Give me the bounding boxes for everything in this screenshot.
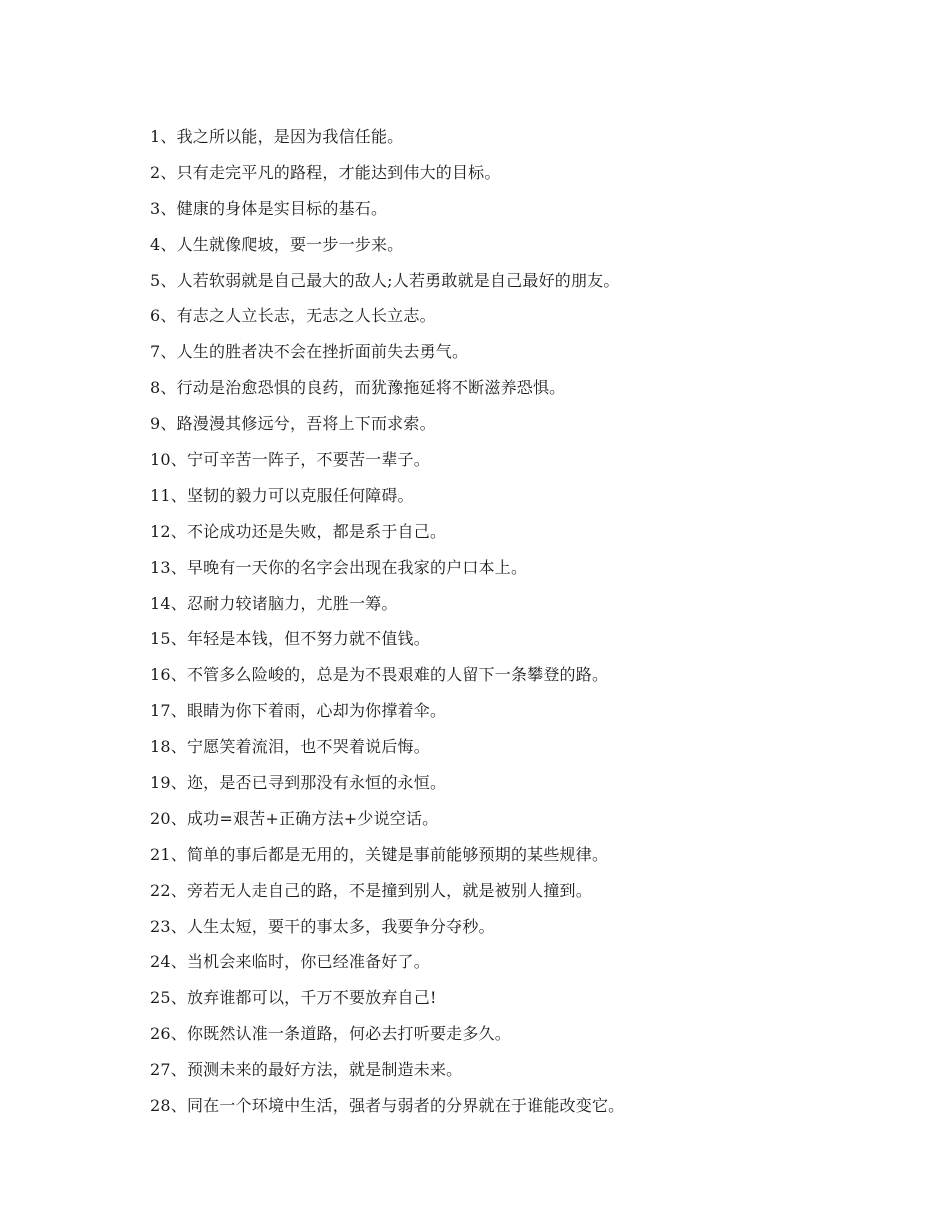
quote-item: 12、不论成功还是失败，都是系于自己。 — [150, 521, 447, 541]
quote-item: 15、年轻是本钱，但不努力就不值钱。 — [150, 629, 430, 649]
quote-item: 16、不管多么险峻的，总是为不畏艰难的人留下一条攀登的路。 — [150, 665, 609, 685]
quote-item: 13、早晚有一天你的名字会出现在我家的户口本上。 — [150, 557, 528, 577]
quote-item: 27、预测未来的最好方法，就是制造未来。 — [150, 1060, 463, 1080]
quote-item: 18、宁愿笑着流泪，也不哭着说后悔。 — [150, 737, 430, 757]
quote-item: 19、迩，是否已寻到那没有永恒的永恒。 — [150, 773, 447, 793]
quote-item: 10、宁可辛苦一阵子，不要苦一辈子。 — [150, 450, 430, 470]
quote-item: 2、只有走完平凡的路程，才能达到伟大的目标。 — [150, 162, 501, 182]
quote-item: 3、健康的身体是实目标的基石。 — [150, 198, 388, 218]
quote-item: 26、你既然认准一条道路，何必去打听要走多久。 — [150, 1024, 511, 1044]
quote-item: 9、路漫漫其修远兮，吾将上下而求索。 — [150, 414, 436, 434]
quote-item: 21、简单的事后都是无用的，关键是事前能够预期的某些规律。 — [150, 844, 609, 864]
quote-list — [150, 125, 870, 1130]
quote-item: 11、坚韧的毅力可以克服任何障碍。 — [150, 485, 414, 505]
quote-item: 8、行动是治愈恐惧的良药，而犹豫拖延将不断滋养恐惧。 — [150, 378, 566, 398]
quote-item: 20、成功=艰苦+正确方法+少说空话。 — [150, 808, 439, 828]
quote-item: 14、忍耐力较诸脑力，尤胜一筹。 — [150, 593, 398, 613]
quote-item: 5、人若软弱就是自己最大的敌人;人若勇敢就是自己最好的朋友。 — [150, 270, 620, 290]
quote-item: 4、人生就像爬坡，要一步一步来。 — [150, 234, 404, 254]
quote-item: 22、旁若无人走自己的路，不是撞到别人，就是被别人撞到。 — [150, 880, 592, 900]
quote-item: 23、人生太短，要干的事太多，我要争分夺秒。 — [150, 916, 495, 936]
quote-item: 7、人生的胜者决不会在挫折面前失去勇气。 — [150, 342, 469, 362]
quote-item: 28、同在一个环境中生活，强者与弱者的分界就在于谁能改变它。 — [150, 1096, 625, 1116]
quote-item: 25、放弃谁都可以，千万不要放弃自己! — [150, 988, 437, 1008]
quote-item: 6、有志之人立长志，无志之人长立志。 — [150, 306, 436, 326]
quote-item: 1、我之所以能，是因为我信任能。 — [150, 127, 404, 146]
quote-item: 24、当机会来临时，你已经准备好了。 — [150, 952, 430, 972]
quote-item: 17、眼睛为你下着雨，心却为你撑着伞。 — [150, 701, 447, 721]
